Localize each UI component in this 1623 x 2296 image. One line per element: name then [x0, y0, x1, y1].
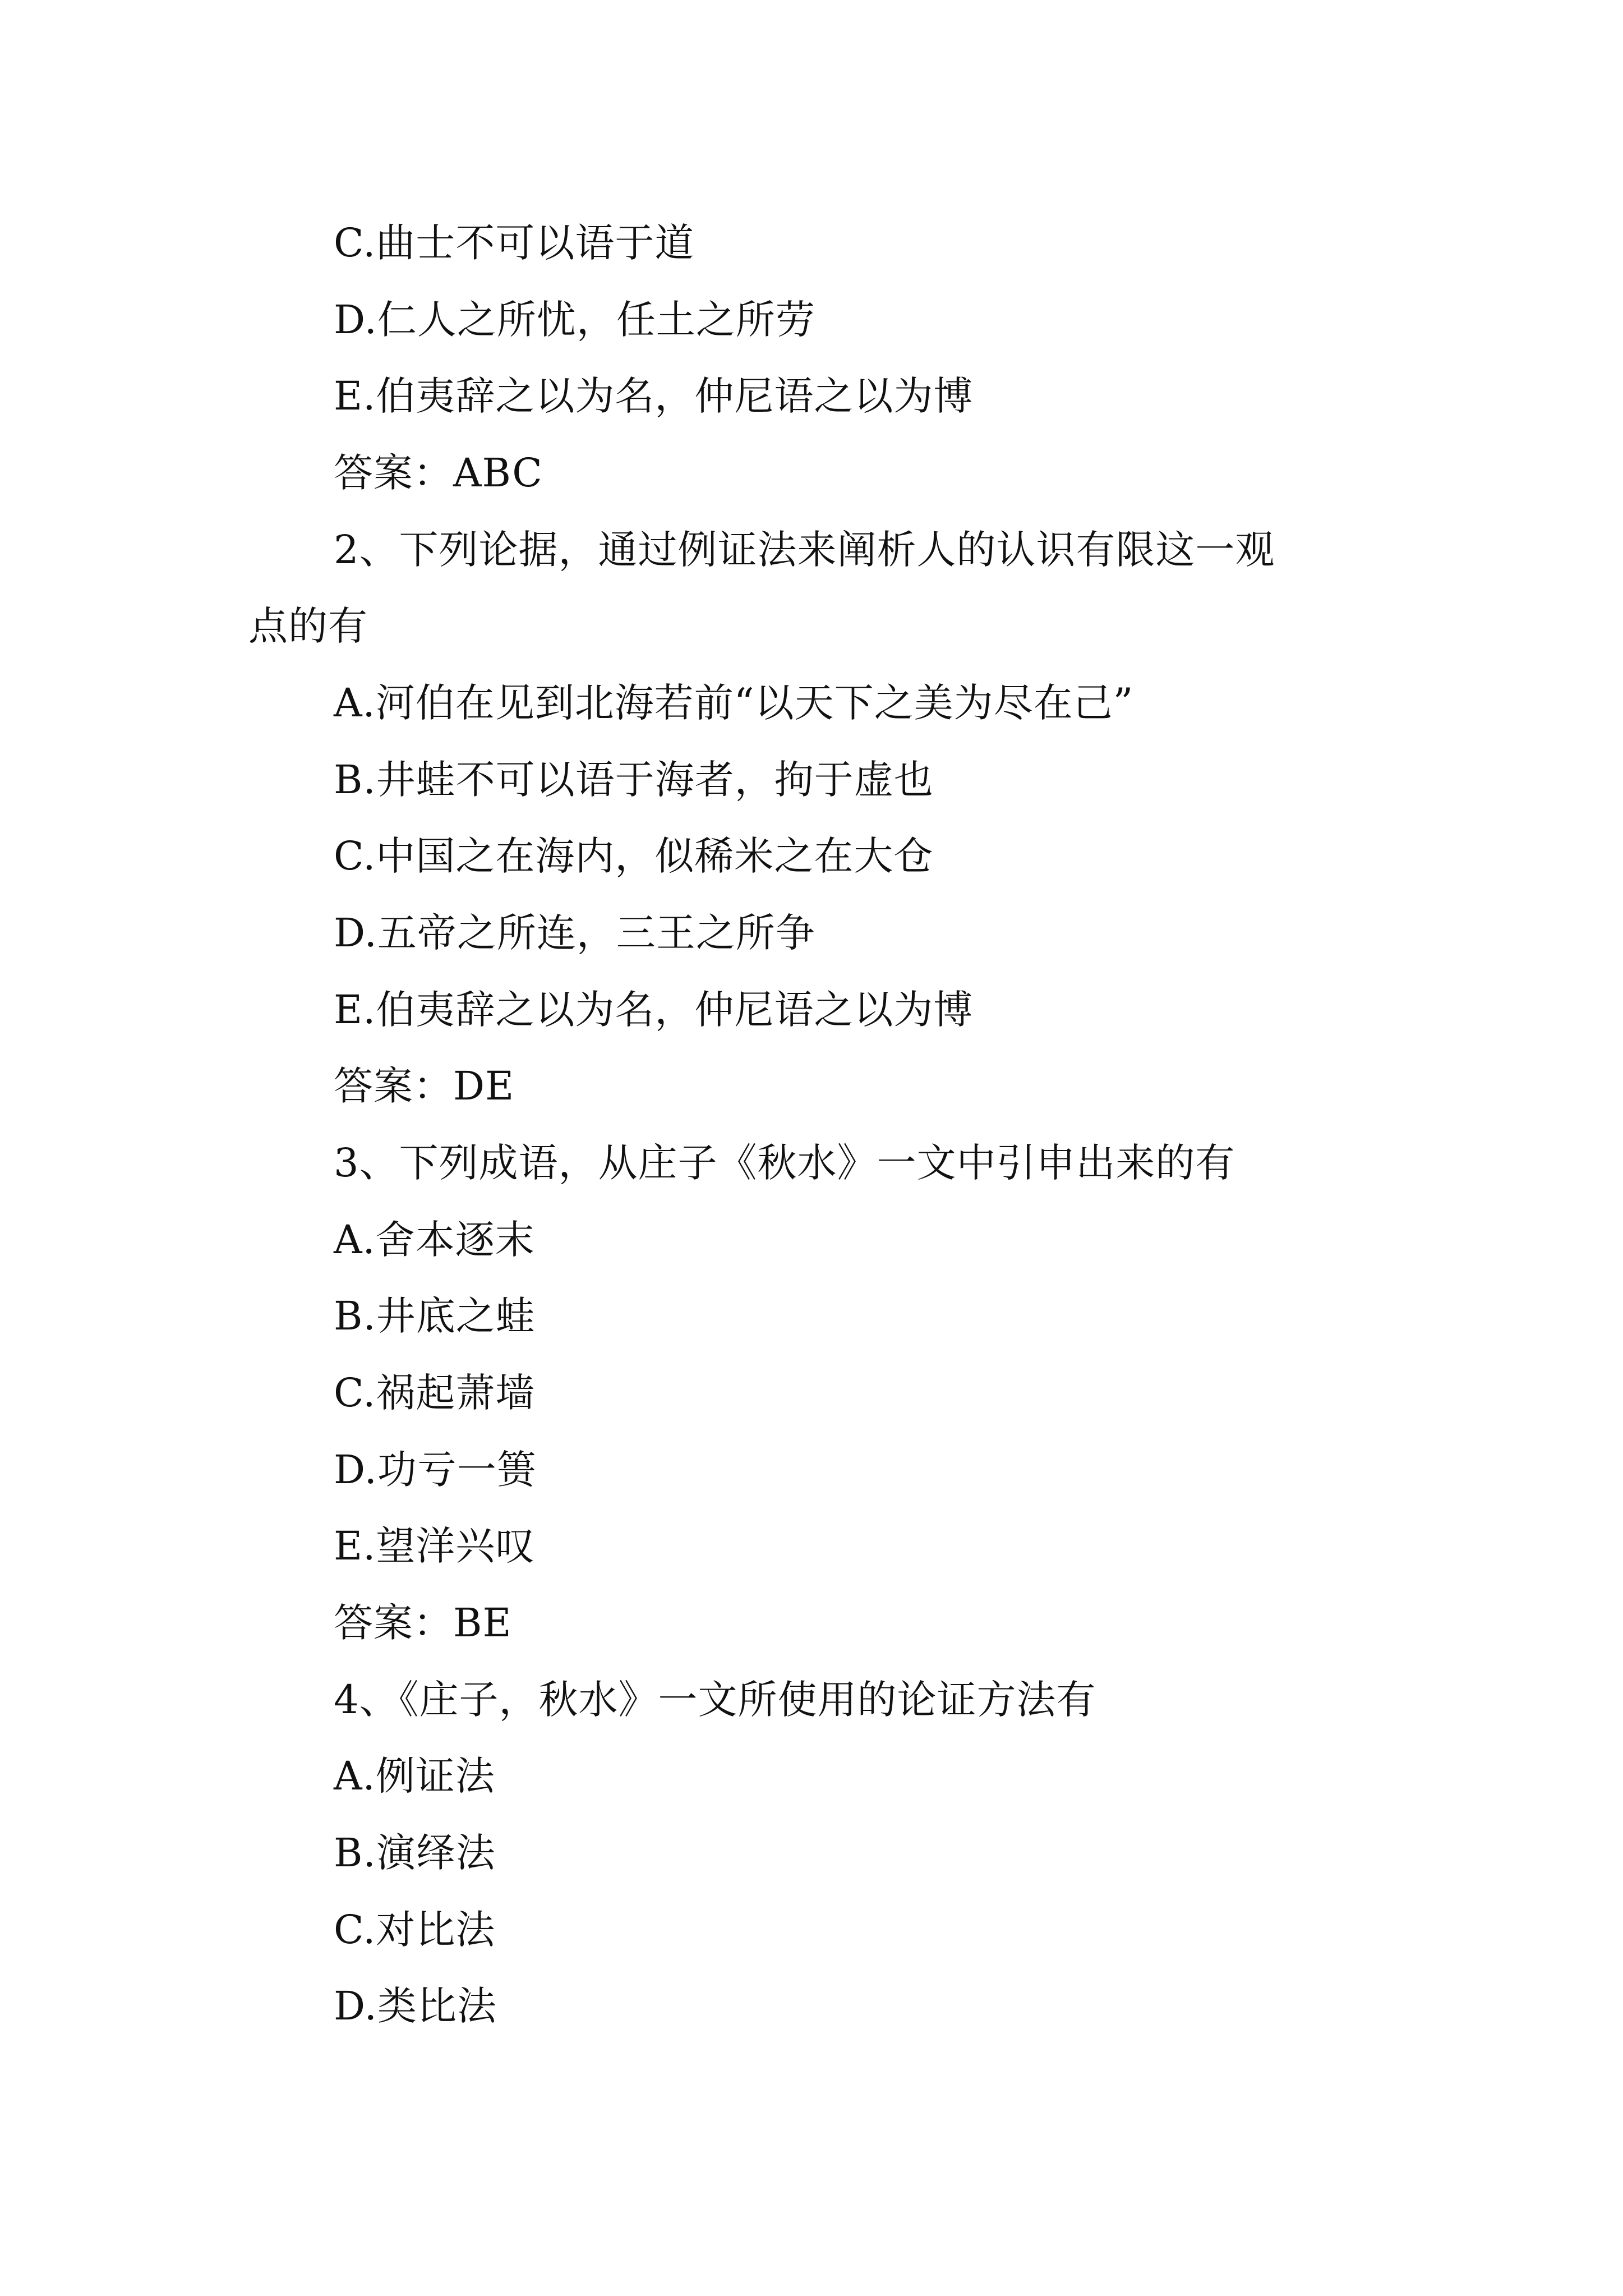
question-3-text: 3、下列成语，从庄子《秋水》一文中引申出来的有 — [334, 1140, 1235, 1186]
option-c-q1: C.曲士不可以语于道 — [334, 220, 695, 266]
answer-q1: 答案：ABC — [334, 450, 543, 496]
answer-q2: 答案：DE — [334, 1063, 515, 1109]
question-4-text: 4、《庄子，秋水》一文所使用的论证方法有 — [334, 1677, 1096, 1723]
option-e-q3: E.望洋兴叹 — [334, 1523, 536, 1569]
option-d-q1: D.仁人之所忧，任土之所劳 — [334, 297, 815, 343]
question-2-text: 2、下列论据，通过例证法来阐析人的认识有限这一观 — [334, 527, 1275, 573]
option-d-q4: D.类比法 — [334, 1983, 497, 2029]
question-2-text-continued: 点的有 — [248, 603, 368, 649]
option-b-q4: B.演绎法 — [334, 1830, 496, 1876]
option-b-q2: B.井蛙不可以语于海者，拘于虚也 — [334, 757, 934, 803]
option-a-q3: A.舍本逐末 — [334, 1217, 535, 1263]
option-c-q2: C.中国之在海内，似稀米之在大仓 — [334, 833, 934, 879]
option-e-q2: E.伯夷辞之以为名，仲尼语之以为博 — [334, 987, 974, 1033]
option-a-q4: A.例证法 — [334, 1753, 495, 1799]
option-c-q3: C.祸起萧墙 — [334, 1370, 536, 1416]
option-d-q3: D.功亏一篑 — [334, 1447, 537, 1493]
option-c-q4: C.对比法 — [334, 1907, 496, 1953]
option-e-q1: E.伯夷辞之以为名，仲尼语之以为博 — [334, 373, 974, 419]
answer-q3: 答案：BE — [334, 1600, 512, 1646]
option-d-q2: D.五帝之所连，三王之所争 — [334, 910, 815, 956]
option-b-q3: B.井底之蛙 — [334, 1293, 536, 1339]
option-a-q2: A.河伯在见到北海若前“以天下之美为尽在己” — [334, 680, 1134, 726]
